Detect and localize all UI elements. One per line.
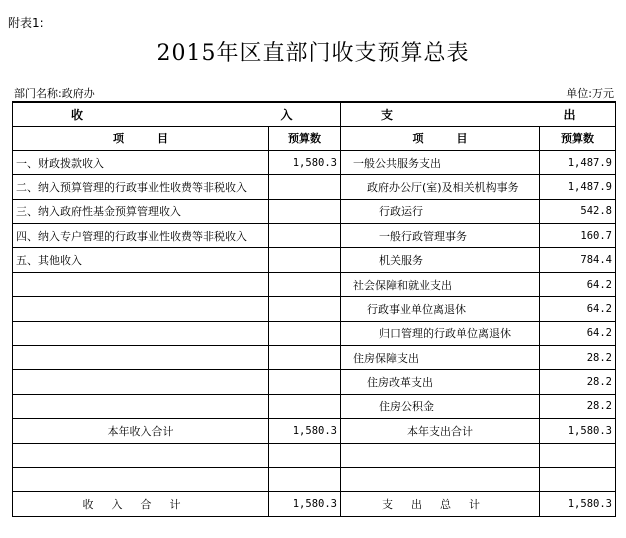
table-row bbox=[13, 346, 616, 370]
income-item: 三、纳入政府性基金预算管理收入 bbox=[13, 199, 269, 223]
income-amount bbox=[269, 297, 341, 321]
expense-item-header: 项 目 bbox=[341, 126, 540, 150]
income-header-left: 收 bbox=[13, 102, 269, 126]
year-expense-total-amount: 1,580.3 bbox=[540, 419, 616, 443]
blank-cell bbox=[269, 467, 341, 491]
grand-income-total-amount: 1,580.3 bbox=[269, 492, 341, 516]
income-amount: 1,580.3 bbox=[269, 150, 341, 174]
table-row bbox=[13, 248, 616, 272]
expense-item: 政府办公厅(室)及相关机构事务 bbox=[341, 175, 540, 199]
page-title: 2015年区直部门收支预算总表 bbox=[156, 41, 470, 66]
table-row bbox=[13, 394, 616, 418]
income-item-header: 项 目 bbox=[13, 126, 269, 150]
income-amount bbox=[269, 224, 341, 248]
income-item: 五、其他收入 bbox=[13, 248, 269, 272]
blank-row bbox=[13, 443, 616, 467]
income-amount bbox=[269, 370, 341, 394]
expense-header-left: 支 bbox=[341, 102, 540, 126]
budget-table bbox=[12, 101, 616, 517]
blank-cell bbox=[540, 443, 616, 467]
expense-amount: 784.4 bbox=[540, 248, 616, 272]
income-item bbox=[13, 272, 269, 296]
blank-cell bbox=[13, 443, 269, 467]
department-label: 部门名称:政府办 bbox=[14, 87, 95, 100]
expense-budget-header: 预算数 bbox=[540, 126, 616, 150]
expense-item: 机关服务 bbox=[341, 248, 540, 272]
table-row bbox=[13, 297, 616, 321]
column-header-row bbox=[13, 126, 616, 150]
table-row bbox=[13, 224, 616, 248]
income-item: 四、纳入专户管理的行政事业性收费等非税收入 bbox=[13, 224, 269, 248]
income-item bbox=[13, 321, 269, 345]
grand-expense-total-amount: 1,580.3 bbox=[540, 492, 616, 516]
income-amount bbox=[269, 321, 341, 345]
expense-amount: 64.2 bbox=[540, 272, 616, 296]
expense-amount: 1,487.9 bbox=[540, 175, 616, 199]
expense-item: 住房公积金 bbox=[341, 394, 540, 418]
expense-item: 社会保障和就业支出 bbox=[341, 272, 540, 296]
grand-total-row bbox=[13, 492, 616, 516]
top-header-row bbox=[13, 102, 616, 126]
income-amount bbox=[269, 199, 341, 223]
table-row bbox=[13, 199, 616, 223]
table-row bbox=[13, 175, 616, 199]
income-item bbox=[13, 394, 269, 418]
expense-amount: 28.2 bbox=[540, 346, 616, 370]
grand-income-total-label: 收入合计 bbox=[13, 492, 269, 516]
blank-cell bbox=[540, 467, 616, 491]
expense-item: 住房保障支出 bbox=[341, 346, 540, 370]
expense-amount: 64.2 bbox=[540, 297, 616, 321]
income-amount bbox=[269, 346, 341, 370]
income-amount bbox=[269, 394, 341, 418]
unit-label: 单位:万元 bbox=[566, 87, 614, 100]
blank-row bbox=[13, 467, 616, 491]
blank-cell bbox=[341, 467, 540, 491]
expense-item: 住房改革支出 bbox=[341, 370, 540, 394]
expense-header-right: 出 bbox=[540, 102, 616, 126]
blank-cell bbox=[341, 443, 540, 467]
income-item bbox=[13, 346, 269, 370]
expense-amount: 542.8 bbox=[540, 199, 616, 223]
expense-item: 一般行政管理事务 bbox=[341, 224, 540, 248]
year-total-row bbox=[13, 419, 616, 443]
income-budget-header: 预算数 bbox=[269, 126, 341, 150]
income-item: 一、财政拨款收入 bbox=[13, 150, 269, 174]
expense-item: 行政运行 bbox=[341, 199, 540, 223]
income-amount bbox=[269, 272, 341, 296]
table-row bbox=[13, 370, 616, 394]
year-expense-total-label: 本年支出合计 bbox=[341, 419, 540, 443]
income-item bbox=[13, 370, 269, 394]
expense-amount: 28.2 bbox=[540, 394, 616, 418]
expense-amount: 160.7 bbox=[540, 224, 616, 248]
expense-item: 行政事业单位离退休 bbox=[341, 297, 540, 321]
grand-expense-total-label: 支出总计 bbox=[341, 492, 540, 516]
year-income-total-label: 本年收入合计 bbox=[13, 419, 269, 443]
blank-cell bbox=[269, 443, 341, 467]
table-row bbox=[13, 272, 616, 296]
blank-cell bbox=[13, 467, 269, 491]
income-amount bbox=[269, 248, 341, 272]
income-amount bbox=[269, 175, 341, 199]
table-row bbox=[13, 150, 616, 174]
year-income-total-amount: 1,580.3 bbox=[269, 419, 341, 443]
income-item bbox=[13, 297, 269, 321]
expense-amount: 64.2 bbox=[540, 321, 616, 345]
expense-item: 归口管理的行政单位离退休 bbox=[341, 321, 540, 345]
expense-item: 一般公共服务支出 bbox=[341, 150, 540, 174]
income-item: 二、纳入预算管理的行政事业性收费等非税收入 bbox=[13, 175, 269, 199]
expense-amount: 28.2 bbox=[540, 370, 616, 394]
income-header-right: 入 bbox=[269, 102, 341, 126]
expense-amount: 1,487.9 bbox=[540, 150, 616, 174]
appendix-note: 附表1: bbox=[8, 16, 44, 30]
table-row bbox=[13, 321, 616, 345]
